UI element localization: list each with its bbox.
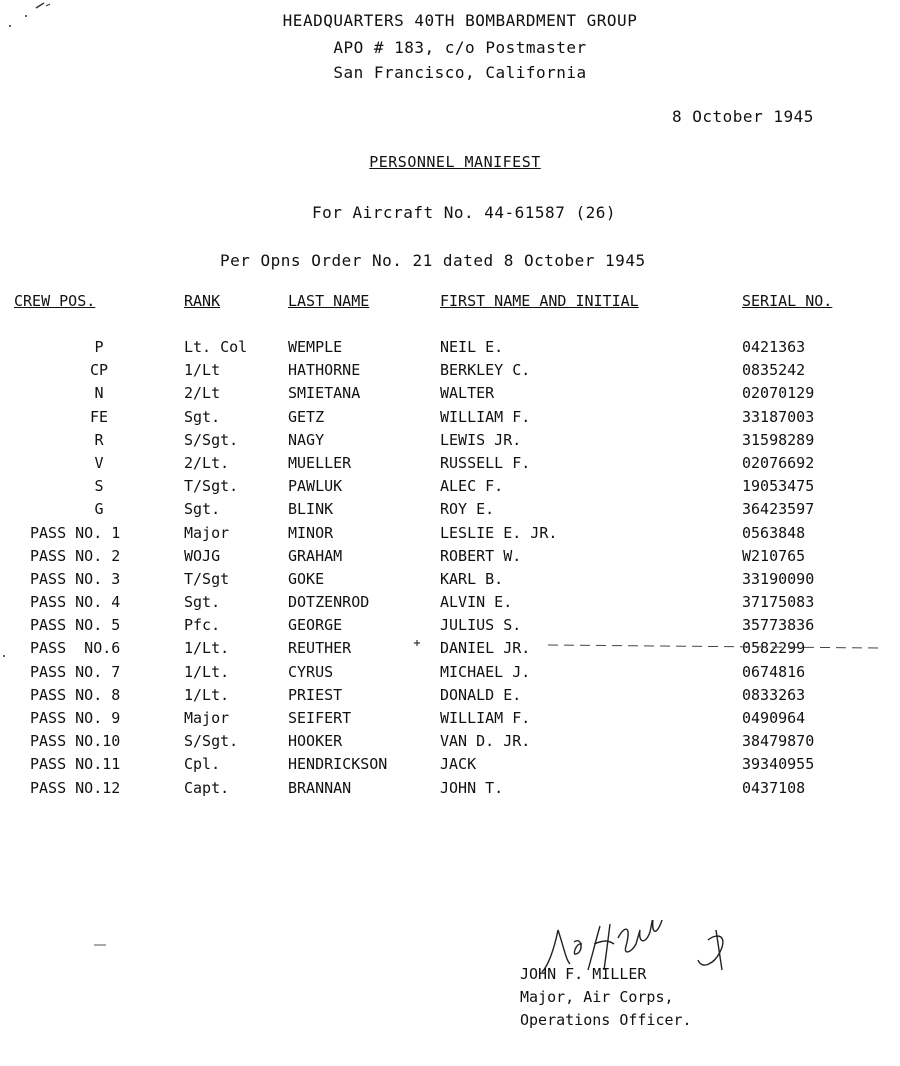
col-crew-pos: CREW POS. <box>14 292 96 310</box>
cell-pos: PASS NO. 5 <box>30 616 121 635</box>
cell-serial: 36423597 <box>742 500 815 519</box>
cell-rank: Sgt. <box>184 407 221 426</box>
table-header-row <box>14 292 872 318</box>
table-row <box>14 686 872 709</box>
stray-dashed-line <box>0 630 900 660</box>
cell-pos: FE <box>89 407 109 426</box>
cell-serial: 0674816 <box>742 662 806 681</box>
cell-first: JACK <box>440 755 477 774</box>
cell-pos: CP <box>89 361 109 380</box>
cell-first: BERKLEY C. <box>440 361 531 380</box>
header-line-city: San Francisco, California <box>333 63 587 82</box>
cell-first: MICHAEL J. <box>440 662 531 681</box>
cell-serial: 33190090 <box>742 569 815 588</box>
cell-first: JULIUS S. <box>440 616 522 635</box>
orders-line: Per Opns Order No. 21 dated 8 October 1945 <box>220 251 646 270</box>
table-row <box>14 524 872 547</box>
cell-serial: 39340955 <box>742 755 815 774</box>
cell-pos: PASS NO.6 <box>30 639 121 658</box>
cell-pos: PASS NO.11 <box>30 755 121 774</box>
table-row <box>14 779 872 802</box>
cell-rank: S/Sgt. <box>184 732 239 751</box>
signer-title: Major, Air Corps, <box>520 988 674 1006</box>
cell-first: WILLIAM F. <box>440 709 531 727</box>
cell-rank: 1/Lt. <box>184 685 230 704</box>
col-serial: SERIAL NO. <box>742 292 833 310</box>
table-row <box>14 593 872 616</box>
table-row <box>14 570 872 593</box>
table-row <box>14 709 872 732</box>
cell-rank: 1/Lt. <box>184 662 230 681</box>
cell-last: PRIEST <box>288 685 343 704</box>
cell-rank: Sgt. <box>184 500 221 519</box>
table-row <box>14 477 872 500</box>
cell-rank: Cpl. <box>184 755 221 774</box>
cell-rank: 1/Lt. <box>184 639 230 658</box>
cell-last: GETZ <box>288 407 325 426</box>
table-row <box>14 454 872 477</box>
cell-serial: 38479870 <box>742 732 815 751</box>
scan-speck-marks <box>0 0 60 40</box>
cell-rank: T/Sgt. <box>184 477 239 496</box>
signer-role: Operations Officer. <box>520 1011 692 1029</box>
cell-pos: P <box>94 338 104 356</box>
cell-pos: PASS NO. 3 <box>30 569 121 588</box>
cell-last: MUELLER <box>288 453 352 472</box>
cell-first: KARL B. <box>440 569 504 588</box>
aircraft-line: For Aircraft No. 44-61587 (26) <box>312 203 616 222</box>
page-title: PERSONNEL MANIFEST <box>369 153 541 171</box>
cell-last: GOKE <box>288 569 325 588</box>
cell-serial: 31598289 <box>742 430 815 449</box>
cell-rank: T/Sgt <box>184 569 230 588</box>
cell-serial: 19053475 <box>742 477 815 496</box>
cell-last: MINOR <box>288 523 334 542</box>
cell-first: ROY E. <box>440 500 495 519</box>
cell-last: HOOKER <box>288 732 343 751</box>
cell-rank: Major <box>184 523 230 542</box>
cell-pos: PASS NO.12 <box>30 778 121 797</box>
cell-first: DANIEL JR. <box>440 639 531 658</box>
col-last-name: LAST NAME <box>288 292 370 310</box>
cell-serial: 0835242 <box>742 361 806 380</box>
cell-first: LESLIE E. JR. <box>440 523 558 542</box>
cell-pos: PASS NO. 4 <box>30 593 121 612</box>
table-row <box>14 755 872 778</box>
cell-serial: 33187003 <box>742 407 815 426</box>
cell-first: ROBERT W. <box>440 546 522 565</box>
cell-rank: WOJG <box>184 546 221 565</box>
cell-last: BLINK <box>288 500 334 519</box>
cell-rank: Capt. <box>184 778 230 797</box>
cell-rank: S/Sgt. <box>184 430 239 449</box>
cell-first: JOHN T. <box>440 778 504 797</box>
cell-first: LEWIS JR. <box>440 430 522 449</box>
cell-pos: PASS NO. 7 <box>30 662 121 681</box>
cell-rank: 1/Lt <box>184 361 221 380</box>
cell-last: NAGY <box>288 430 325 449</box>
header-line-apo: APO # 183, c/o Postmaster <box>333 38 587 57</box>
cell-last: CYRUS <box>288 662 334 681</box>
table-row <box>14 408 872 431</box>
cell-last: SMIETANA <box>288 384 361 403</box>
signature-block <box>520 963 692 1032</box>
cell-first: WALTER <box>440 384 495 403</box>
table-row <box>14 384 872 407</box>
cell-rank: 2/Lt <box>184 384 221 403</box>
cell-rank: 2/Lt. <box>184 453 230 472</box>
cell-first: WILLIAM F. <box>440 407 531 426</box>
cell-pos: PASS NO. 8 <box>30 685 121 704</box>
table-row <box>14 732 872 755</box>
cell-last: WEMPLE <box>288 338 343 356</box>
cell-pos: PASS NO.10 <box>30 732 121 751</box>
cell-last: DOTZENROD <box>288 593 370 612</box>
cell-last: GEORGE <box>288 616 343 635</box>
cell-rank: Sgt. <box>184 593 221 612</box>
col-rank: RANK <box>184 292 221 310</box>
cell-serial: 37175083 <box>742 593 815 612</box>
cell-serial: 0421363 <box>742 338 806 356</box>
cell-first: VAN D. JR. <box>440 732 531 751</box>
table-row <box>14 500 872 523</box>
table-row <box>14 431 872 454</box>
cell-first: NEIL E. <box>440 338 504 356</box>
cell-last: HATHORNE <box>288 361 361 380</box>
scan-dash-mark <box>90 940 120 950</box>
cell-serial: W210765 <box>742 546 806 565</box>
cell-serial: 0563848 <box>742 523 806 542</box>
cell-last: BRANNAN <box>288 778 352 797</box>
cell-serial: 0490964 <box>742 709 806 727</box>
cell-pos: PASS NO. 1 <box>30 523 121 542</box>
cell-serial: 35773836 <box>742 616 815 635</box>
cell-rank: Major <box>184 709 230 727</box>
cell-first: RUSSELL F. <box>440 453 531 472</box>
cell-last: SEIFERT <box>288 709 352 727</box>
cell-last: HENDRICKSON <box>288 755 388 774</box>
cell-first: ALVIN E. <box>440 593 513 612</box>
cell-serial: 0582299 <box>742 639 806 658</box>
cell-rank: Lt. Col <box>184 338 248 356</box>
cell-first: DONALD E. <box>440 685 522 704</box>
cell-pos: V <box>94 453 104 472</box>
cell-first: ALEC F. <box>440 477 504 496</box>
col-first-name: FIRST NAME AND INITIAL <box>440 292 639 310</box>
cell-serial: 02076692 <box>742 453 815 472</box>
cell-rank: Pfc. <box>184 616 221 635</box>
table-row <box>14 547 872 570</box>
cell-pos: N <box>94 384 104 403</box>
cell-pos: PASS NO. 9 <box>30 709 121 727</box>
cell-serial: 0833263 <box>742 685 806 704</box>
cell-pos: R <box>94 430 104 449</box>
table-row <box>14 663 872 686</box>
cell-last: GRAHAM <box>288 546 343 565</box>
document-date: 8 October 1945 <box>672 107 814 126</box>
crew-table <box>14 292 872 802</box>
table-row <box>14 361 872 384</box>
signer-name: JOHN F. MILLER <box>520 965 647 983</box>
cell-pos: PASS NO. 2 <box>30 546 121 565</box>
cell-last: REUTHER <box>288 639 352 658</box>
cell-serial: 0437108 <box>742 778 806 797</box>
cell-pos: S <box>94 477 104 496</box>
crew-rows <box>14 338 872 802</box>
cell-pos: G <box>94 500 104 519</box>
header-line-unit: HEADQUARTERS 40TH BOMBARDMENT GROUP <box>282 11 638 30</box>
table-row <box>14 338 872 361</box>
cell-last: PAWLUK <box>288 477 343 496</box>
cell-serial: 02070129 <box>742 384 815 403</box>
